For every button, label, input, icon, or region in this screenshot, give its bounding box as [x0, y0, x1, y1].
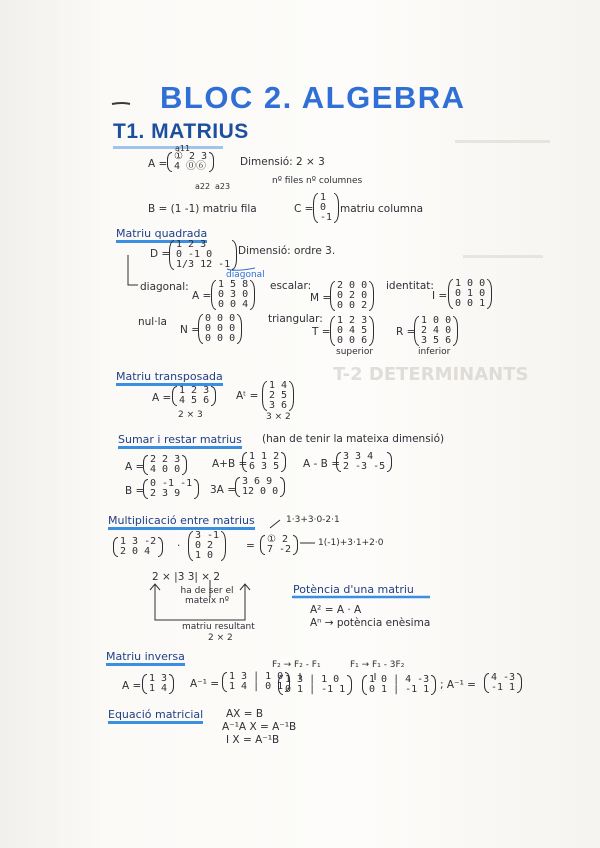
same-number-note: ha de ser el mateix nº	[180, 586, 234, 606]
diagonal-annotation: diagonal	[226, 270, 265, 280]
bleed-through-heading: T-2 DETERMINANTS	[333, 364, 529, 385]
matrix-row: 1	[320, 192, 327, 203]
row-operation-1: F₂ → F₂ - F₁	[272, 660, 321, 670]
null-label: nul·la	[138, 316, 167, 328]
matrix-row: 1 2 3	[337, 315, 368, 326]
matrix-d	[169, 240, 237, 270]
identity-matrix-label: I =	[432, 290, 448, 302]
matrix-row: 0 0 0	[205, 313, 236, 324]
matrix-row: 1 1 2	[249, 451, 280, 462]
transpose-result-matrix	[262, 381, 294, 411]
sum-b-label: B =	[125, 485, 145, 497]
matrix-row: -1 1	[491, 682, 516, 693]
equation-line-3: I X = A⁻¹B	[226, 734, 280, 746]
diagonal-label: diagonal:	[140, 281, 189, 293]
scalar-product-matrix	[235, 477, 285, 497]
transpose-source-dimension: 2 × 3	[178, 410, 203, 420]
matrix-row: 1 4 | 0 1	[229, 681, 284, 692]
transpose-result-dimension: 3 × 2	[266, 412, 291, 422]
matrix-row: 0 0 0	[205, 333, 236, 344]
matrix-row: 1 4	[269, 380, 288, 391]
matrix-row: 1 0 | 4 -3	[369, 674, 430, 685]
result-matrix-note: matriu resultant	[182, 622, 255, 632]
matrix-a	[167, 152, 214, 172]
triangular-label: triangular:	[268, 313, 323, 325]
scalar-matrix-label: M =	[310, 292, 332, 304]
matrix-row: 0 0 2	[337, 300, 368, 311]
equation-line-1: AX = B	[226, 708, 264, 720]
matrix-row: 4 5 6	[179, 395, 210, 406]
matrix-row: 1 3 | 1 0	[229, 671, 284, 682]
upper-triangular-matrix	[330, 316, 374, 346]
matrix-row: 0 3 0	[218, 289, 249, 300]
column-matrix-text: matriu columna	[340, 203, 424, 215]
matrix-row: 2 5	[269, 390, 288, 401]
augmented-matrix-step-3	[362, 675, 436, 695]
matrix-row: 2 4 0	[421, 325, 452, 336]
matrix-row: 1/3 12 -1	[176, 259, 231, 270]
dimension-order-text: Dimensió: ordre 3.	[238, 245, 336, 257]
multiplication-left-matrix	[113, 537, 163, 557]
element-label-a11: a11	[175, 144, 191, 153]
matrix-row: ① 2 3	[174, 151, 208, 162]
topic-heading: T1. MATRIUS	[113, 120, 249, 143]
multiplication-side-note: 1(-1)+3·1+2·0	[318, 538, 384, 548]
matrix-row: 12 0 0	[242, 486, 279, 497]
matrix-row: ① 2	[267, 534, 289, 545]
matrix-row: 0 0 1	[455, 298, 486, 309]
difference-label: A - B =	[303, 458, 340, 470]
matrix-row: 0 -1 -1	[150, 478, 193, 489]
equation-line-2: A⁻¹A X = A⁻¹B	[222, 721, 297, 733]
multiplication-top-note: 1·3+3·0-2·1	[286, 515, 340, 525]
page-title: BLOC 2. ALGEBRA	[160, 80, 466, 115]
matrix-row: 3 6 9	[242, 476, 273, 487]
section-heading-multiplication: Multiplicació entre matrius	[108, 514, 255, 530]
matrix-row: 2 0 4	[120, 546, 151, 557]
diagonal-matrix	[211, 280, 255, 310]
inverse-result-label: ; A⁻¹ =	[440, 679, 476, 691]
matrix-row: 1 0 0	[455, 278, 486, 289]
matrix-c-label: C =	[294, 203, 314, 215]
matrix-a-label: A =	[148, 158, 168, 170]
inverse-a-matrix	[142, 674, 174, 694]
section-heading-inverse: Matriu inversa	[106, 650, 185, 666]
difference-matrix	[336, 452, 392, 472]
matrix-row: 0 2	[195, 540, 214, 551]
topic-underline	[113, 146, 223, 149]
transpose-a-label: A =	[152, 392, 172, 404]
matrix-row: 0 0 6	[337, 335, 368, 346]
multiplication-result-matrix	[260, 535, 298, 555]
inverse-a-label: A =	[122, 680, 142, 692]
triangular-matrix-t-label: T =	[312, 326, 331, 338]
add-subtract-note: (han de tenir la mateixa dimensió)	[262, 433, 445, 445]
matrix-row: 0 1 | -1 1	[369, 684, 430, 695]
transpose-result-label: Aᵗ =	[236, 390, 259, 402]
inferior-label: inferior	[418, 347, 451, 357]
triangular-matrix-r-label: R =	[396, 326, 416, 338]
matrix-row: 1 3 -2	[120, 536, 157, 547]
multiplication-right-matrix	[188, 531, 226, 561]
matrix-row: 7 -2	[267, 544, 292, 555]
matrix-row: 1 2 3	[179, 385, 210, 396]
matrix-row: 0	[320, 202, 327, 213]
identity-label: identitat:	[386, 280, 434, 292]
matrix-row: 0 -1 0	[176, 249, 213, 260]
matrix-row: 3 3 4	[343, 451, 374, 462]
matrix-row: 0 2 0	[337, 290, 368, 301]
multiplication-dimensions: 2 × |3 3| × 2	[152, 571, 221, 583]
lower-triangular-matrix	[414, 316, 458, 346]
element-label-a22: a22	[195, 182, 211, 191]
matrix-row: -1	[320, 212, 333, 223]
matrix-c	[313, 193, 339, 223]
matrix-row: 0 1 0	[455, 288, 486, 299]
diagonal-matrix-label: A =	[192, 290, 212, 302]
transpose-source-matrix	[172, 386, 216, 406]
power-line-2: Aⁿ → potència enèsima	[310, 617, 431, 629]
null-matrix	[198, 314, 242, 344]
matrix-row: 3 5 6	[421, 335, 452, 346]
inverse-label: A⁻¹ =	[190, 678, 220, 690]
matrix-row: 2 3 9	[150, 488, 181, 499]
matrix-row: 3 -1	[195, 530, 220, 541]
inverse-result-matrix	[484, 673, 522, 693]
sum-a-matrix	[143, 455, 187, 475]
section-heading-matrix-equation: Equació matricial	[108, 708, 203, 724]
matrix-d-label: D =	[150, 248, 171, 260]
sum-a-label: A =	[125, 461, 145, 473]
matrix-row: 1 0	[195, 550, 214, 561]
matrix-row: 1 5 8	[218, 279, 249, 290]
element-label-a23: a23	[215, 182, 231, 191]
augmented-matrix-step-2	[278, 675, 352, 695]
row-operation-2: F₁ → F₁ - 3F₂	[350, 660, 405, 670]
matrix-row: 3 6	[269, 400, 288, 411]
scalar-label: escalar:	[270, 280, 312, 292]
section-heading-square: Matriu quadrada	[116, 227, 207, 243]
sum-ab-label: A+B =	[212, 458, 248, 470]
row-matrix-text: B = (1 -1) matriu fila	[148, 203, 257, 215]
matrix-row: 1 3	[149, 673, 168, 684]
matrix-row: 4 ⓪⑥	[174, 161, 207, 172]
matrix-row: 0 0 0	[205, 323, 236, 334]
matrix-row: 1 2 3	[176, 239, 207, 250]
dimension-note: nº files nº columnes	[272, 176, 363, 186]
matrix-row: 4 0 0	[150, 464, 181, 475]
result-matrix-dimension: 2 × 2	[208, 633, 233, 643]
scalar-product-label: 3A =	[210, 484, 236, 496]
matrix-row: 1 0 0	[421, 315, 452, 326]
power-line-1: A² = A · A	[310, 604, 362, 616]
multiplication-equals: =	[246, 540, 255, 552]
matrix-row: 2 2 3	[150, 454, 181, 465]
scalar-matrix	[330, 281, 374, 311]
multiplication-dot: ·	[177, 540, 181, 552]
matrix-row: 0 0 4	[218, 299, 249, 310]
dimension-text: Dimensió: 2 × 3	[240, 156, 325, 168]
matrix-row: 6 3 5	[249, 461, 280, 472]
section-heading-power: Potència d'una matriu	[293, 583, 414, 596]
matrix-row: 0 1 | -1 1	[285, 684, 346, 695]
superior-label: superior	[336, 347, 374, 357]
matrix-row: 2 0 0	[337, 280, 368, 291]
matrix-row: 4 -3	[491, 672, 516, 683]
section-heading-transpose: Matriu transposada	[116, 370, 223, 386]
null-matrix-label: N =	[180, 324, 200, 336]
identity-matrix	[448, 279, 492, 309]
matrix-row: 1 4	[149, 683, 168, 694]
matrix-row: 2 -3 -5	[343, 461, 386, 472]
section-heading-add-subtract: Sumar i restar matrius	[118, 433, 242, 449]
matrix-row: 1 3 | 1 0	[285, 674, 340, 685]
sum-b-matrix	[143, 479, 199, 499]
matrix-row: 0 4 5	[337, 325, 368, 336]
sum-ab-matrix	[242, 452, 286, 472]
